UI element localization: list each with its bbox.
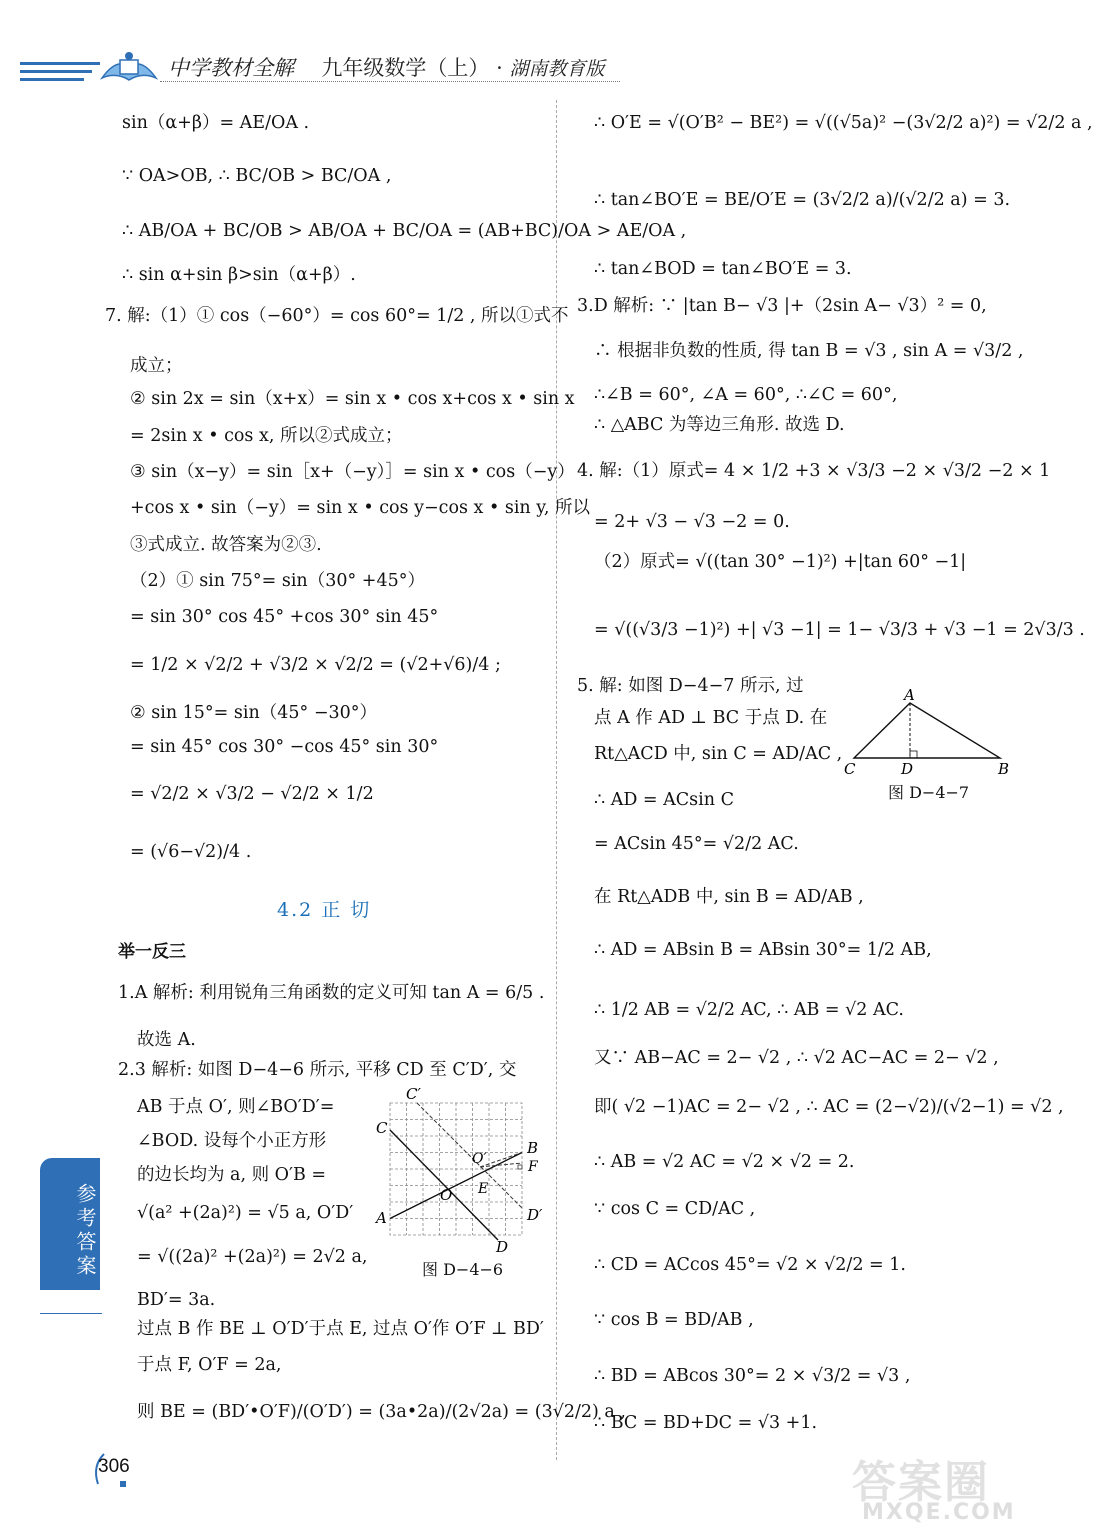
subsection-heading: 举一反三 [118,942,186,962]
text-line: 成立； [130,356,183,376]
label-a: A [376,1209,387,1227]
text-line: 于点 F, O′F = 2a, [137,1355,282,1375]
text-line: ③式成立. 故答案为②③. [130,535,322,555]
watermark-logo: 答案圈 [852,1457,990,1508]
watermark-url: MXQE.COM [862,1500,1016,1525]
figure-d46-caption: 图 D−4−6 [422,1260,504,1279]
text-line: = ACsin 45°= √2/2 AC. [594,834,799,854]
text-line: 又∵ AB−AC = 2− √2 , ∴ √2 AC−AC = 2− √2 , [594,1048,999,1068]
text-line: 1.A 解析: 利用锐角三角函数的定义可知 tan A = 6/5 . [118,983,545,1003]
text-line: ∠BOD. 设每个小正方形 [137,1131,327,1151]
label-c-prime: C′ [406,1085,421,1103]
text-line: ∴ 1/2 AB = √2/2 AC, ∴ AB = √2 AC. [594,1000,904,1020]
text-line: ∴ sin α+sin β>sin（α+β）. [122,265,356,285]
text-line: Rt△ACD 中, sin C = AD/AC , [594,744,843,764]
label-a: A [904,686,915,704]
text-line: ∵ OA>OB, ∴ BC/OB > BC/OA , [122,166,392,186]
text-line: ∵ cos B = BD/AB , [594,1310,754,1330]
text-line: 则 BE = (BD′•O′F)/(O′D′) = (3a•2a)/(2√2a) = (3√2/2) a , [137,1402,626,1422]
text-line: √(a² +(2a)²) = √5 a, O′D′ [137,1203,354,1223]
label-b: B [998,760,1010,778]
figure-d47-caption: 图 D−4−7 [888,783,970,802]
text-line: 2.3 解析: 如图 D−4−6 所示, 平移 CD 至 C′D′, 交 [118,1060,517,1080]
label-d: D [901,760,914,778]
text-line: = √2/2 × √3/2 − √2/2 × 1/2 [130,784,374,804]
text-line: = 2sin x • cos x, 所以②式成立； [130,426,403,446]
book-title: 中学教材全解 [168,56,294,80]
text-line: +cos x • sin（−y）= sin x • cos y−cos x • sin y, 所以 [130,498,590,518]
text-line: = sin 45° cos 30° −cos 45° sin 30° [130,737,439,757]
text-line: sin（α+β）= AE/OA . [122,113,310,133]
figure-d47-drawing [840,686,1018,776]
label-d: D [496,1238,509,1256]
text-line: 5. 解: 如图 D−4−7 所示, 过 [577,676,804,696]
text-line: 在 Rt△ADB 中, sin B = AD/AB , [594,887,864,907]
header-separator: · [496,56,503,80]
text-line: 7. 解:（1）① cos（−60°）= cos 60°= 1/2 , 所以①式不 [105,306,569,326]
text-line: ③ sin（x−y）= sin［x+（−y）］= sin x • cos（−y） [130,462,575,482]
label-c: C [376,1119,388,1137]
section-title: 4.2 正 切 [277,899,372,921]
text-line: = 2+ √3 − √3 −2 = 0. [594,512,790,532]
text-line: ∴ CD = ACcos 45°= √2 × √2/2 = 1. [594,1255,906,1275]
text-line: 的边长均为 a, 则 O′B = [137,1165,327,1185]
text-line: ∴ BC = BD+DC = √3 +1. [594,1413,818,1433]
text-line: ② sin 2x = sin（x+x）= sin x • cos x+cos x • sin x [130,389,575,409]
text-line: ∴ AB = √2 AC = √2 × √2 = 2. [594,1152,855,1172]
grade-subject: 九年级数学（上） [321,56,490,80]
text-line: ∵ cos C = CD/AC , [594,1199,756,1219]
text-line: 点 A 作 AD ⊥ BC 于点 D. 在 [594,708,828,728]
label-b: B [527,1139,539,1157]
text-line: ∴ AD = ABsin B = ABsin 30°= 1/2 AB, [594,940,932,960]
text-line: ∴ AB/OA + BC/OB > AB/OA + BC/OA = (AB+BC)/OA > AE/OA , [122,221,687,241]
label-c: C [844,760,856,778]
text-line: ∴∠B = 60°, ∠A = 60°, ∴∠C = 60°, [594,385,898,405]
text-line: ∴ △ABC 为等边三角形. 故选 D. [594,415,845,435]
label-d-prime: D′ [527,1206,543,1224]
text-line: = √((2a)² +(2a)²) = 2√2 a, [137,1247,368,1267]
text-line: ∴ AD = ACsin C [594,790,734,810]
text-line: ② sin 15°= sin（45° −30°） [130,703,378,723]
label-o: O [440,1186,453,1204]
page-number: 306 [98,1456,130,1477]
side-tab-rule [40,1312,102,1314]
text-line: = sin 30° cos 45° +cos 30° sin 45° [130,607,439,627]
label-o-prime: O′ [472,1151,487,1167]
figure-d46 [372,1085,552,1280]
text-line: ∴ 根据非负数的性质, 得 tan B = √3 , sin A = √3/2 , [594,341,1024,361]
text-line: ∴ tan∠BOD = tan∠BO′E = 3. [594,259,852,279]
text-line: AB 于点 O′, 则∠BO′D′= [137,1097,335,1117]
label-e: E [478,1181,489,1197]
text-line: （2）原式= √((tan 30° −1)²) +|tan 60° −1| [594,552,967,572]
text-line: 即( √2 −1)AC = 2− √2 , ∴ AC = (2−√2)/(√2−1) = √2 , [594,1097,1064,1117]
text-line: = 1/2 × √2/2 + √3/2 × √2/2 = (√2+√6)/4 ; [130,655,501,675]
text-line: ∴ BD = ABcos 30°= 2 × √3/2 = √3 , [594,1366,911,1386]
text-line: （2）① sin 75°= sin（30° +45°） [130,571,425,591]
label-f: F [528,1159,538,1175]
page-number-badge [90,1448,136,1488]
side-tab: 参考答案 [40,1158,100,1290]
text-line: BD′= 3a. [137,1290,216,1310]
text-line: = √((√3/3 −1)²) +| √3 −1| = 1− √3/3 + √3 −1 = 2√3/3 . [594,620,1085,640]
edition: 湖南教育版 [509,58,605,80]
text-line: = (√6−√2)/4 . [130,842,252,862]
text-line: ∴ O′E = √(O′B² − BE²) = √((√5a)² −(3√2/2 a)²) = √2/2 a , [594,113,1093,133]
figure-d47 [840,686,1018,806]
text-line: 4. 解:（1）原式= 4 × 1/2 +3 × √3/3 −2 × √3/2 −2 × 1 [577,461,1051,481]
text-line: 过点 B 作 BE ⊥ O′D′于点 E, 过点 O′作 O′F ⊥ BD′ [137,1319,544,1339]
text-line: 故选 A. [137,1030,196,1050]
text-line: 3.D 解析: ∵ |tan B− √3 |+（2sin A− √3）² = 0, [577,296,987,316]
figure-d46-drawing [372,1085,552,1255]
text-line: ∴ tan∠BO′E = BE/O′E = (3√2/2 a)/(√2/2 a) = 3. [594,190,1011,210]
